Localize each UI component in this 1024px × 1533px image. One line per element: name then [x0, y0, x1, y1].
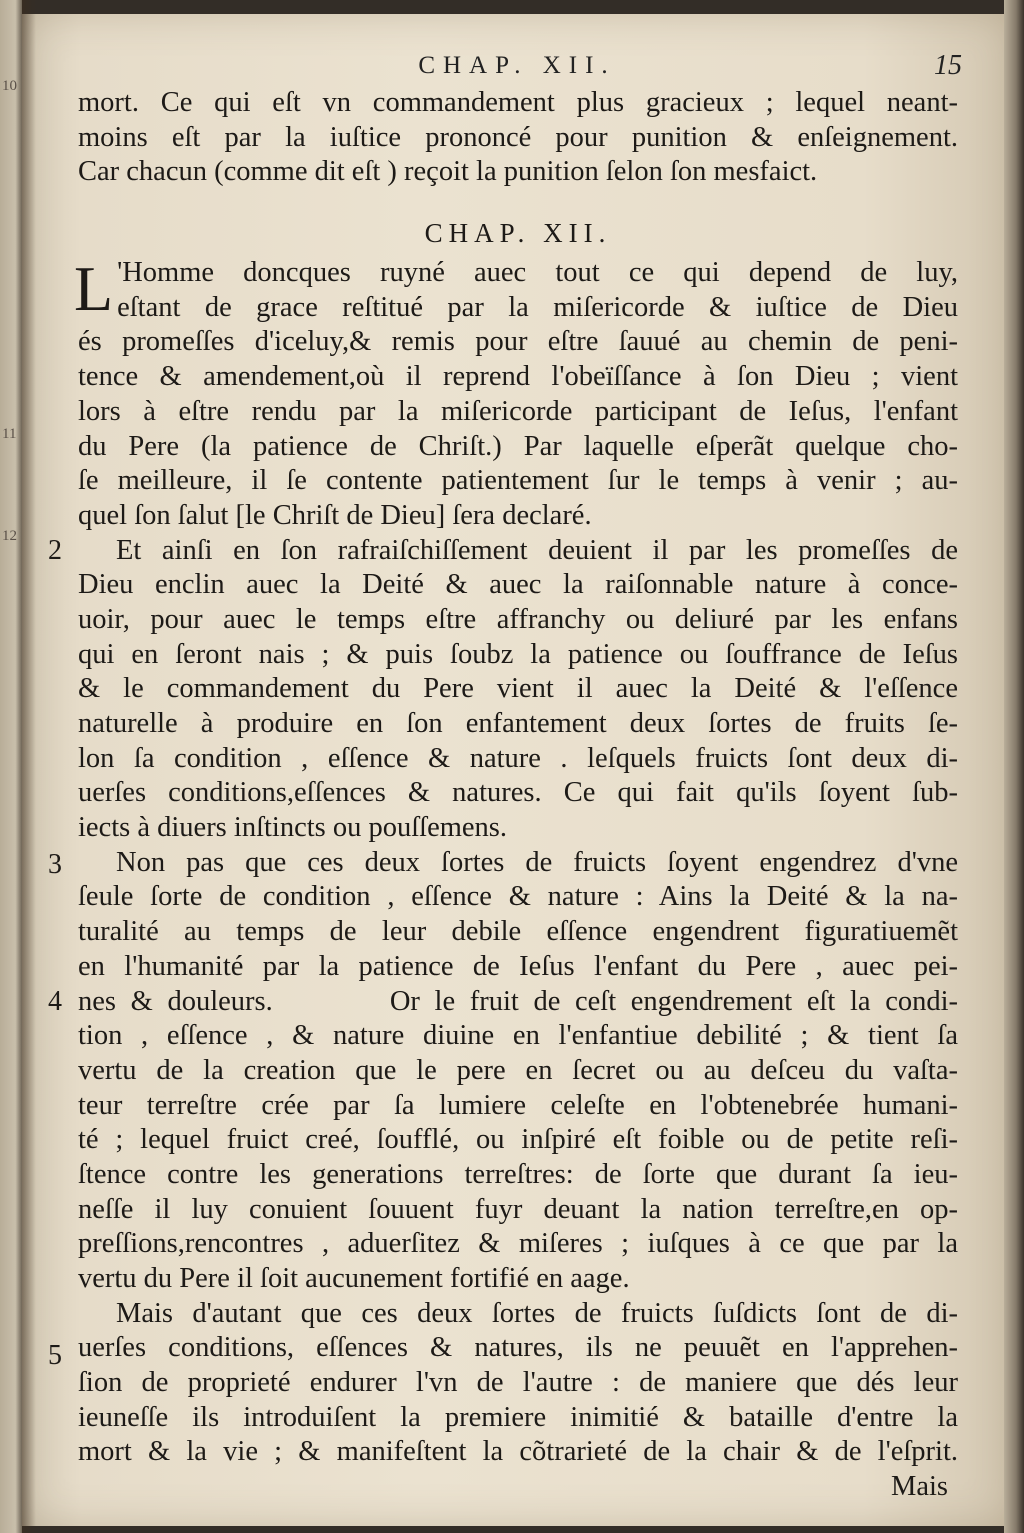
- text-line: moins eſt par la iuſtice prononcé pour punition & enſeignement.: [78, 121, 958, 153]
- paragraph-5: [48, 1297, 958, 1470]
- text-line: ſe meilleure, il ſe contente patientement ſur le temps à venir ; au-: [78, 465, 958, 497]
- text-line: Et ainſi en ſon rafraiſchiſſement deuient il par les promeſſes de: [116, 534, 958, 566]
- text-line: Mais d'autant que ces deux ſortes de fruicts ſuſdicts ſont de di-: [116, 1297, 958, 1329]
- text-line: ſeule ſorte de condition , eſſence & nature : Ains la Deité & la na-: [78, 881, 958, 913]
- facing-page-number: 12: [2, 528, 17, 544]
- facing-page-number: 10: [2, 78, 17, 94]
- text-line: en l'humanité par la patience de Ieſus l'enfant du Pere , auec pei-: [78, 950, 958, 982]
- paragraph-1: [74, 253, 958, 534]
- text-line: qui en ſeront nais ; & puis ſoubz la patience ou ſouffrance de Ieſus: [78, 638, 958, 670]
- verse-number: 5: [48, 1339, 62, 1371]
- text-line: Car chacun (comme dit eſt ) reçoit la punition ſelon ſon mesfaict.: [78, 156, 818, 188]
- text-line: nes & douleurs. Or le fruit de ceſt engendrement eſt la condi-: [78, 985, 958, 1017]
- text-line: & le commandement du Pere vient il auec la Deité & l'eſſence: [78, 673, 958, 705]
- facing-page-edge: [0, 0, 22, 1533]
- text-line: vertu du Pere il ſoit aucunement fortifié en aage.: [78, 1263, 630, 1294]
- verse-number: 3: [48, 848, 62, 880]
- running-head-title: CHAP. XII.: [418, 52, 616, 79]
- text-line: preſſions,rencontres , aduerſitez & miſeres ; iuſques à ce que par la: [78, 1228, 958, 1260]
- text-line: lors à eſtre rendu par la miſericorde participant de Ieſus, l'enfant: [78, 395, 958, 427]
- text-line: neſſe il luy conuient ſouuent fuyr deuant la nation terreſtre,en op-: [78, 1193, 958, 1225]
- text-line: teur terreſtre crée par ſa lumiere celeſte en l'obtenebrée humani-: [78, 1089, 958, 1121]
- drop-cap-lines: [78, 256, 958, 325]
- text-line: tence & amendement,où il reprend l'obeïſſance à ſon Dieu ; vient: [78, 361, 958, 393]
- text-line: ſion de proprieté endurer l'vn de l'autre : de maniere que dés leur: [78, 1367, 958, 1399]
- text-line: Non pas que ces deux ſortes de fruicts ſoyent engendrez d'vne: [116, 846, 958, 878]
- text-line: ieuneſſe ils introduiſent la premiere inimitié & bataille d'entre la: [78, 1401, 958, 1433]
- verse-number: 4: [48, 985, 62, 1017]
- text-line: naturelle à produire en ſon enfantement deux ſortes de fruits ſe-: [78, 708, 958, 739]
- text-line: du Pere (la patience de Chriſt.) Par laquelle eſperãt quelque cho-: [78, 430, 958, 462]
- text-line: uoir, pour auec le temps eſtre affranchy ou deliuré par les enfans: [78, 603, 958, 635]
- text-line: 'Homme doncques ruyné auec tout ce qui depend de luy,: [117, 257, 958, 289]
- text-line: lon ſa condition , eſſence & nature . leſquels fruicts ſont deux di-: [78, 742, 958, 774]
- running-head: [72, 52, 962, 88]
- text-line: Dieu enclin auec la Deité & auec la raiſonnable nature à conce-: [78, 569, 958, 601]
- verse-number: 2: [48, 534, 62, 566]
- drop-cap: L: [74, 253, 114, 325]
- opening-paragraph: [78, 86, 958, 190]
- paragraph-3: [48, 846, 958, 985]
- text-line: mort. Ce qui eſt vn commandement plus gracieux ; lequel neant-: [78, 87, 958, 118]
- text-line: iects à diuers inſtincts ou pouſſemens.: [78, 812, 508, 844]
- text-line: mort & la vie ; & manifeſtent la cõtrarieté de la chair & de l'eſprit.: [78, 1436, 958, 1468]
- paragraph-4: [48, 985, 958, 1297]
- page-edge: [1004, 0, 1024, 1533]
- text-line: quel ſon ſalut [le Chriſt de Dieu] ſera declaré.: [78, 499, 592, 531]
- text-line: uerſes conditions, eſſences & natures, ils ne peuuẽt en l'apprehen-: [78, 1332, 958, 1364]
- text-line: és promeſſes d'iceluy,& remis pour eſtre ſauué au chemin de peni-: [78, 326, 958, 358]
- text-line: eſtant de grace reſtitué par la miſericorde & iuſtice de Dieu: [117, 291, 958, 323]
- facing-page-number: 11: [2, 426, 17, 442]
- text-line: ſtence contre les generations terreſtres: de ſorte que durant ſa ieu-: [78, 1158, 958, 1190]
- paragraph-2: [48, 534, 958, 846]
- chapter-heading: CHAP. XII.: [424, 218, 612, 249]
- text-line: té ; lequel fruict creé, ſoufflé, ou inſpiré eſt foible ou de petite reſi-: [78, 1124, 958, 1156]
- text-line: turalité au temps de leur debile eſſence engendrent figuratiuemẽt: [78, 916, 958, 948]
- text-line: uerſes conditions,eſſences & natures. Ce qui fait qu'ils ſoyent ſub-: [78, 777, 958, 809]
- page-text: [48, 86, 958, 1505]
- text-line: tion , eſſence , & nature diuine en l'enfantiue debilité ; & tient ſa: [78, 1020, 958, 1052]
- gutter-shadow: [22, 0, 36, 1533]
- text-line: vertu de la creation que le pere en ſecret ou au deſceu du vaſta-: [78, 1054, 958, 1086]
- catchword: Mais: [891, 1471, 948, 1503]
- page-number: 15: [934, 50, 962, 81]
